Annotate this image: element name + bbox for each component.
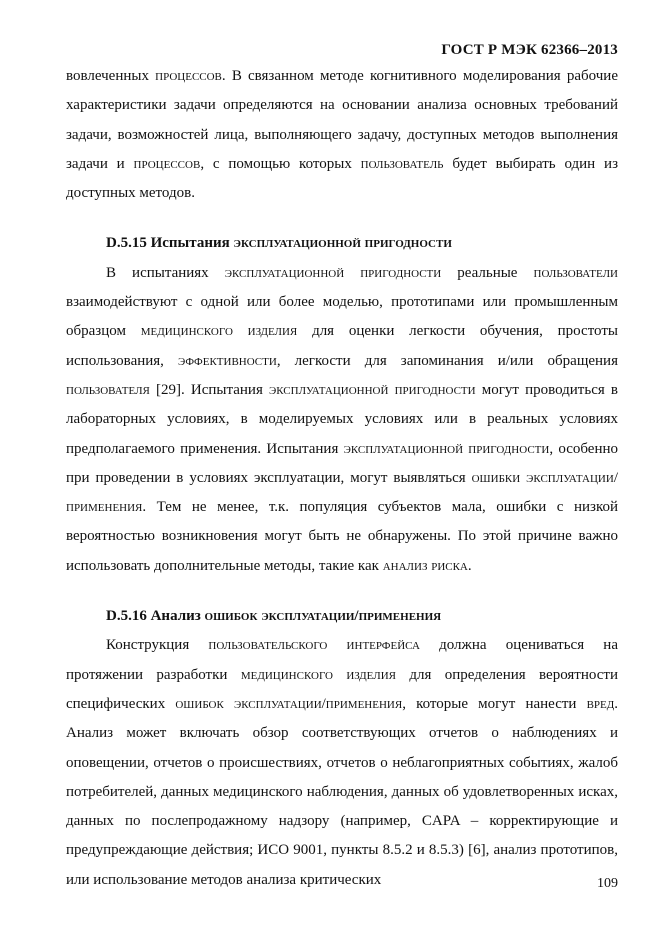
spacer: [66, 581, 618, 602]
defined-term: пользовательского интерфейса: [208, 637, 420, 654]
page-number: 109: [597, 876, 618, 891]
text-run: для оценки легкости обучения, простоты использования,: [66, 323, 618, 369]
defined-term: медицинского изделия: [140, 323, 298, 340]
defined-term: эксплуатационной пригодности: [343, 440, 550, 457]
section-title-plain: Анализ: [146, 608, 205, 625]
text-run: могут проводиться в лабораторных условиях, в моделируемых условиях или в реальных условиях предполагаемого применения. Испытания: [66, 381, 618, 457]
document-body: [66, 62, 618, 895]
defined-term: пользователя: [66, 381, 150, 398]
text-run: , особенно при проведении в условиях эксплуатации, могут выявляться: [66, 440, 618, 486]
defined-term: пользователи: [533, 264, 618, 281]
text-run: реальные: [441, 264, 534, 281]
section-title-term: ошибок эксплуатации/применения: [204, 608, 442, 625]
defined-term: эксплуатационной пригодности: [268, 381, 476, 398]
defined-term: процессов: [133, 155, 201, 172]
standard-designation: ГОСТ Р МЭК 62366–2013: [441, 42, 618, 58]
defined-term: процессов: [155, 68, 222, 84]
section-number: D.5.16: [106, 608, 147, 625]
text-run: . Анализ может включать обзор соответствующих отчетов о наблюдениях и оповещении, отчетов о происшествиях, отчетов о неблагоприятных событиях, жалоб потребителей, данных медицинского наблюдения, данных об удовлетворенных исках, данных по послепродажному надзору (например, CAPA – корректирующие и предупреждающие действия; ИСО 9001, пункты 8.5.2 и 8.5.3) [6], анализ прототипов, или использование методов анализа критических: [66, 695, 618, 888]
section-title-term: эксплуатационной пригодности: [233, 235, 452, 252]
text-run: Конструкция: [106, 637, 209, 654]
defined-term: вред: [586, 695, 615, 712]
defined-term: ошибки эксплуатации/применения: [66, 469, 618, 516]
defined-term: эксплуатационной пригодности: [224, 264, 442, 281]
text-run: должна оцениваться на протяжении разработки: [66, 637, 618, 683]
section-number: D.5.15: [106, 235, 147, 252]
text-run: взаимодействуют с одной или более моделью, прототипами или промышленным образцом: [66, 294, 618, 340]
defined-term: эффективности: [178, 352, 277, 369]
spacer: [66, 208, 618, 229]
section-heading-d-5-16: [66, 602, 618, 631]
text-run: вовлеченных: [66, 68, 156, 84]
paragraph-usability-testing: [66, 259, 618, 581]
defined-term: ошибок эксплуатации/применения: [175, 695, 403, 712]
text-run: . В связанном методе когнитивного моделирования рабочие характеристики задачи определяются на основании анализа основных требований задачи, возможностей лица, выполняющего задачу, доступных методов выполнения задачи и: [66, 68, 618, 172]
paragraph-cognitive-modeling: [66, 62, 618, 208]
text-run: , которые могут нанести: [402, 695, 587, 712]
text-run: , с помощью которых: [200, 155, 361, 172]
text-run: В испытаниях: [106, 264, 225, 281]
defined-term: пользователь: [360, 155, 444, 172]
section-title-plain: Испытания: [146, 235, 234, 252]
text-run: , легкости для запоминания и/или обращения: [276, 352, 618, 369]
section-heading-d-5-15: [66, 229, 618, 258]
paragraph-use-error-analysis: [66, 631, 618, 895]
text-run: . Тем не менее, т.к. популяция субъектов мала, ошибки с низкой вероятностью возникновения могут быть не обнаружены. По этой причине важно использовать дополнительные методы, такие как: [66, 499, 618, 574]
text-run: будет выбирать один из доступных методов.: [66, 155, 618, 202]
defined-term: медицинского изделия: [240, 666, 396, 683]
text-run: для определения вероятности специфических: [66, 666, 619, 712]
text-run: .: [467, 557, 472, 574]
defined-term: анализ риска: [382, 557, 468, 574]
text-run: [29]. Испытания: [149, 381, 269, 398]
